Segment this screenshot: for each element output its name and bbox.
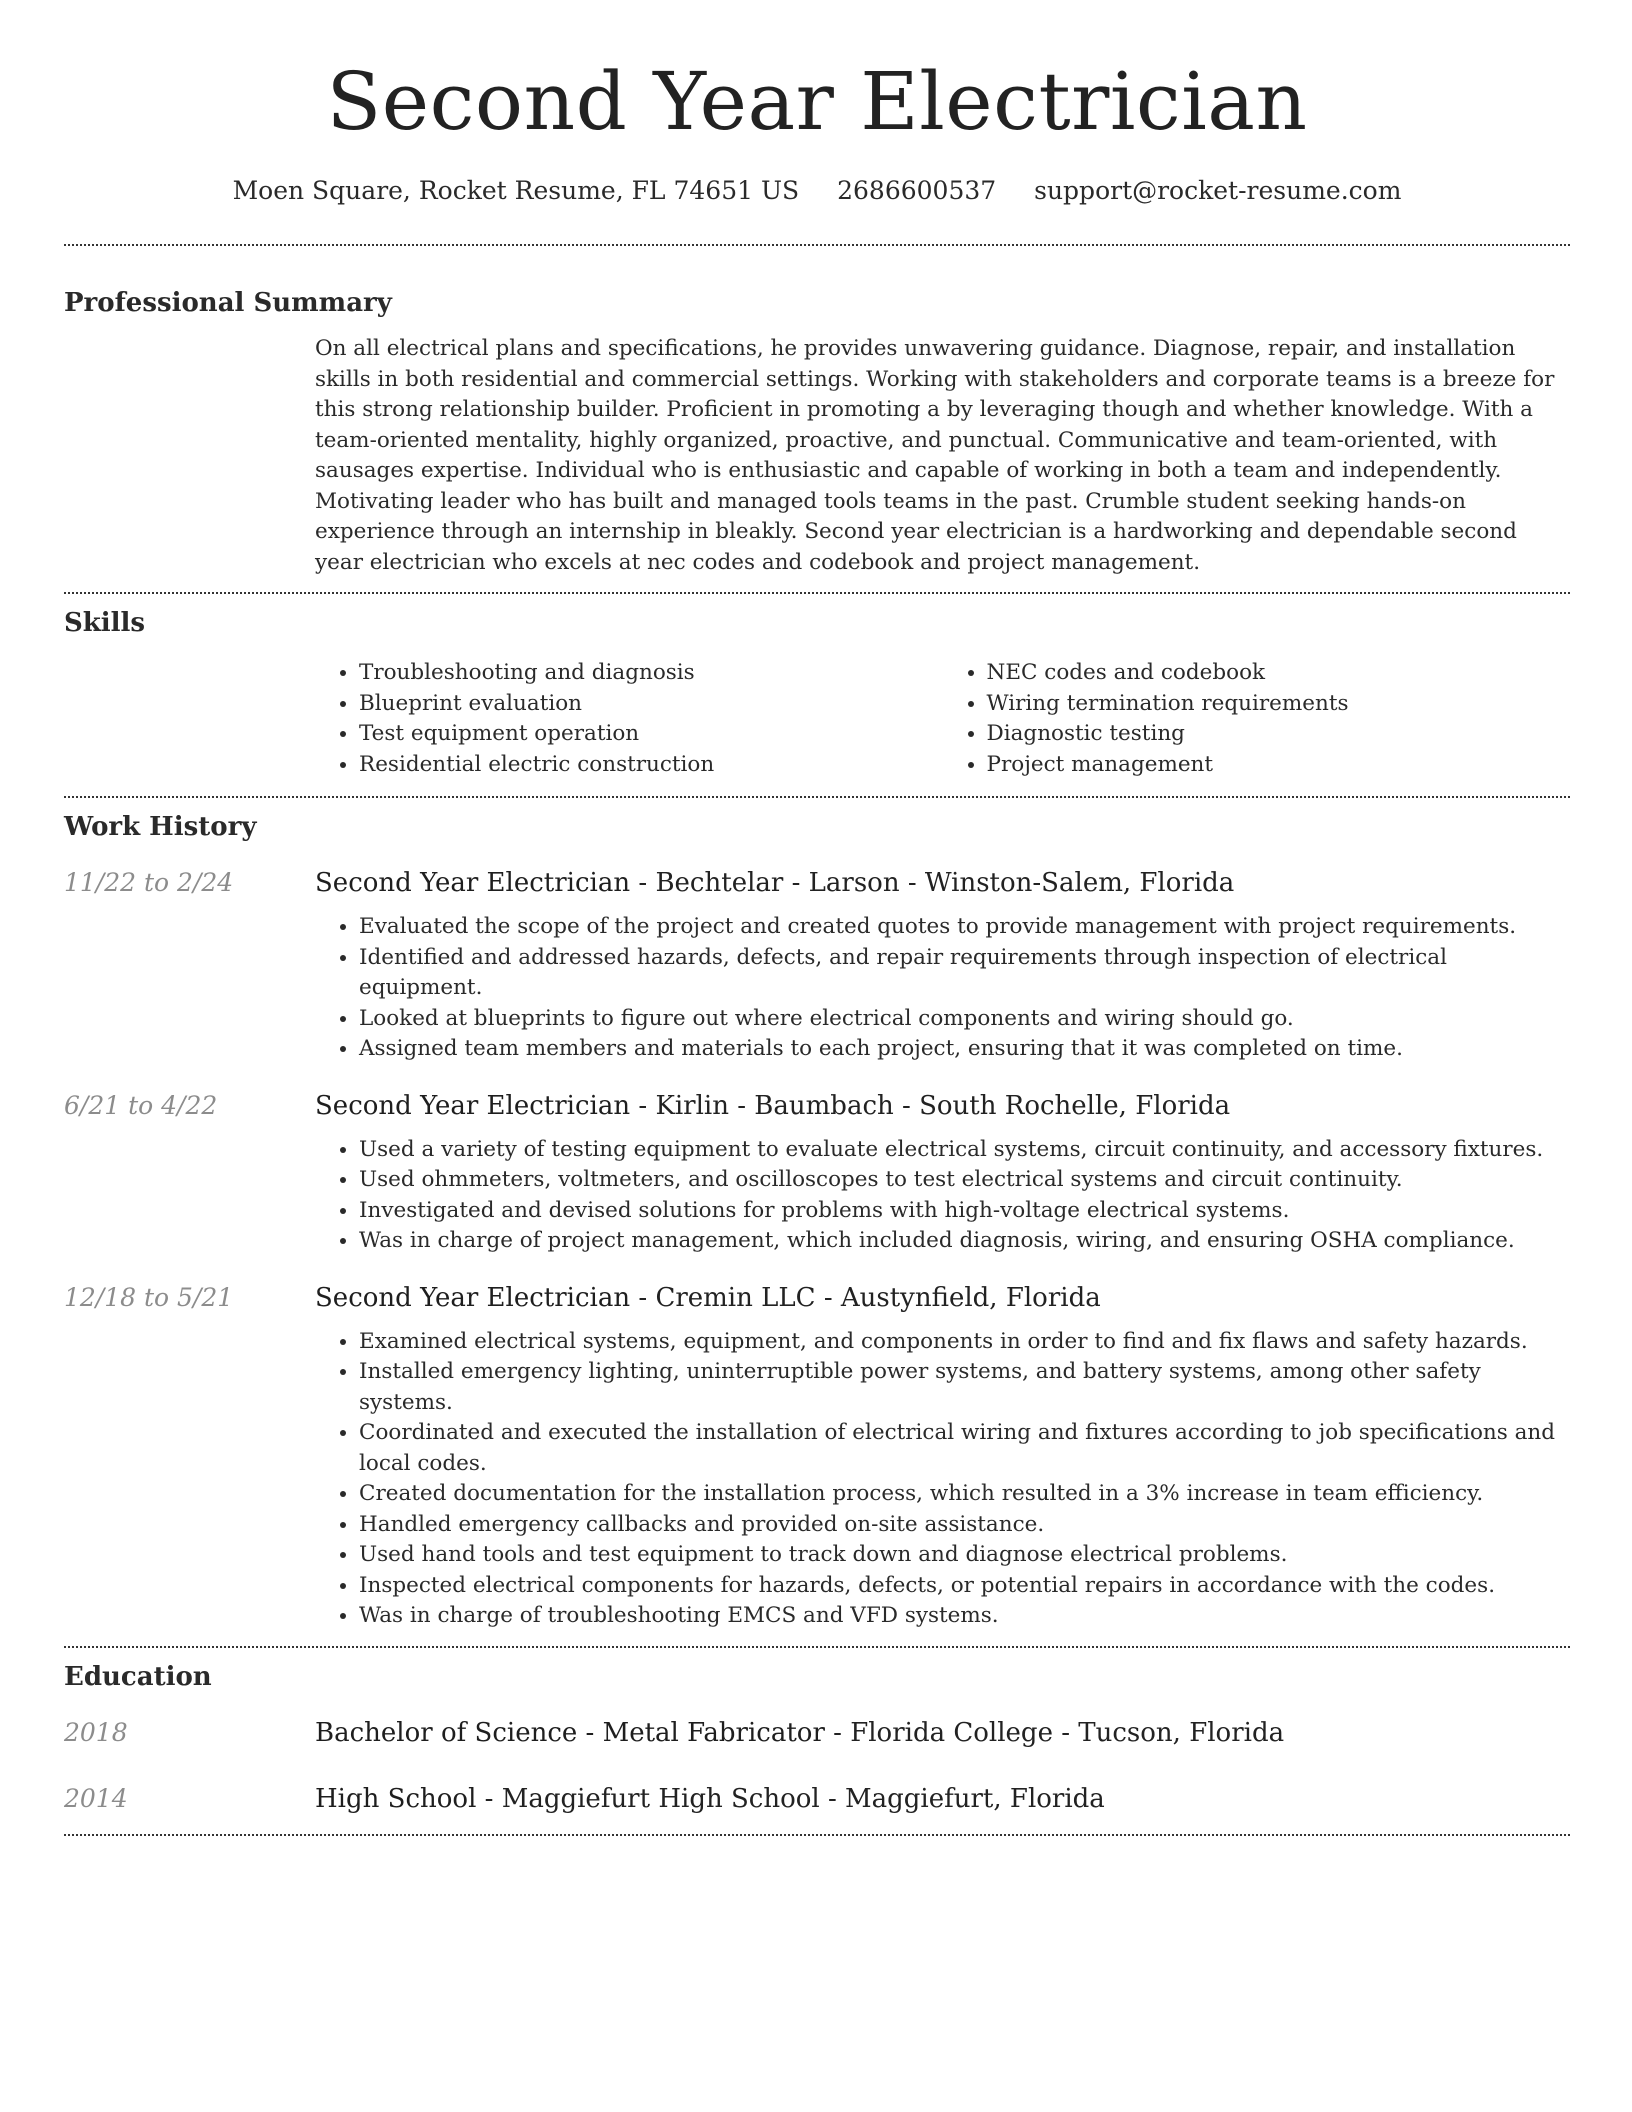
- job-dates: 11/22 to 2/24: [64, 868, 234, 897]
- divider: [64, 796, 1570, 798]
- job-bullet: • Used hand tools and test equipment to track down and diagnose electrical problems.: [359, 1540, 1570, 1571]
- job-bullet: • Created documentation for the installation process, which resulted in a 3% increase in team efficiency.: [359, 1479, 1570, 1510]
- education-heading: [315, 1782, 1105, 1816]
- divider: [64, 592, 1570, 594]
- skill-item: • NEC codes and codebook: [987, 658, 1571, 689]
- job-bullet: • Evaluated the scope of the project and created quotes to provide management with project requirements.: [359, 912, 1570, 943]
- job-bullets: [315, 912, 1570, 1065]
- skills-list-left: [315, 658, 943, 780]
- job-employer-location: - Cremin LLC - Austynfield, Florida: [630, 1282, 1101, 1313]
- skill-item: • Test equipment operation: [359, 719, 943, 750]
- skills-grid: [315, 658, 1570, 780]
- job-bullet: • Installed emergency lighting, uninterruptible power systems, and battery systems, among other safety systems.: [359, 1357, 1570, 1418]
- job-bullet: • Handled emergency callbacks and provided on-site assistance.: [359, 1510, 1570, 1541]
- job-bullet: • Was in charge of troubleshooting EMCS and VFD systems.: [359, 1601, 1570, 1632]
- job-bullets: [315, 1327, 1570, 1632]
- job-dates: 6/21 to 4/22: [64, 1090, 218, 1120]
- education-degree: High School: [315, 1783, 477, 1814]
- job-bullet: • Examined electrical systems, equipment, and components in order to find and fix flaws and safety hazards.: [359, 1327, 1570, 1358]
- education-heading: [315, 1716, 1284, 1750]
- job-bullet: • Was in charge of project management, which included diagnosis, wiring, and ensuring OSHA compliance.: [359, 1226, 1570, 1257]
- skill-item: • Project management: [987, 750, 1571, 781]
- summary-title: Professional Summary: [64, 288, 392, 318]
- job-bullets: [315, 1135, 1570, 1257]
- skill-item: • Blueprint evaluation: [359, 689, 943, 720]
- contact-email: support@rocket-resume.com: [1034, 176, 1402, 205]
- job-employer-location: - Kirlin - Baumbach - South Rochelle, Florida: [630, 1090, 1231, 1121]
- divider: [64, 244, 1570, 246]
- education-entry: [64, 1716, 1570, 1750]
- education-title: Education: [64, 1661, 212, 1692]
- job-role: Second Year Electrician: [315, 868, 631, 898]
- job-role: Second Year Electrician: [315, 1282, 631, 1313]
- job-heading: [315, 1281, 1101, 1315]
- skills-title: Skills: [64, 608, 146, 638]
- skills-section: [64, 606, 1570, 780]
- job-dates: 12/18 to 5/21: [64, 1282, 234, 1312]
- education-section: [64, 1660, 1570, 1816]
- work-section: [64, 810, 1570, 1632]
- job-bullet: • Assigned team members and materials to each project, ensuring that it was completed on time.: [359, 1034, 1570, 1065]
- job-heading: [315, 1089, 1230, 1123]
- skills-list-right: [943, 658, 1571, 780]
- summary-section: [64, 286, 1570, 578]
- divider: [64, 1834, 1570, 1836]
- job-bullet: • Investigated and devised solutions for problems with high-voltage electrical systems.: [359, 1196, 1570, 1227]
- skill-item: • Diagnostic testing: [987, 719, 1571, 750]
- job-entry: [64, 1281, 1570, 1632]
- contact-line: [64, 174, 1570, 208]
- education-school-location: - Maggiefurt High School - Maggiefurt, Florida: [476, 1783, 1105, 1814]
- education-year: 2018: [64, 1717, 128, 1747]
- work-title: Work History: [64, 812, 257, 842]
- contact-address: Moen Square, Rocket Resume, FL 74651 US: [232, 176, 800, 205]
- job-entry: [64, 866, 1570, 1065]
- education-degree: Bachelor of Science - Metal Fabricator: [315, 1717, 825, 1748]
- job-bullet: • Inspected electrical components for hazards, defects, or potential repairs in accordance with the codes.: [359, 1571, 1570, 1602]
- job-bullet: • Looked at blueprints to figure out where electrical components and wiring should go.: [359, 1004, 1570, 1035]
- job-bullet: • Used ohmmeters, voltmeters, and oscilloscopes to test electrical systems and circuit continuity.: [359, 1165, 1570, 1196]
- summary-text: On all electrical plans and specifications, he provides unwavering guidance. Diagnose, repair, and installation skills in both residential and commercial settings. Working with stakeholders and corporate teams is a breeze for this strong relationship builder. Proficient in promoting a by leveraging though and whether knowledge. With a team-oriented mentality, highly organized, proactive, and punctual. Communicative and team-oriented, with sausages expertise. Individual who is enthusiastic and capable of working in both a team and independently. Motivating leader who has built and managed tools teams in the past. Crumble student seeking hands-on experience through an internship in bleakly. Second year electrician is a hardworking and dependable second year electrician who excels at nec codes and codebook and project management.: [315, 336, 1555, 575]
- job-employer-location: - Bechtelar - Larson - Winston-Salem, Florida: [630, 868, 1235, 898]
- candidate-name: Second Year Electrician: [326, 55, 1308, 148]
- job-entry: [64, 1089, 1570, 1257]
- job-bullet: • Coordinated and executed the installation of electrical wiring and fixtures according to job specifications and local codes.: [359, 1418, 1570, 1479]
- contact-phone: 2686600537: [837, 176, 997, 205]
- job-bullet: • Used a variety of testing equipment to evaluate electrical systems, circuit continuity, and accessory fixtures.: [359, 1135, 1570, 1166]
- job-bullet: • Identified and addressed hazards, defects, and repair requirements through inspection of electrical equipment.: [359, 943, 1570, 1004]
- skill-item: • Troubleshooting and diagnosis: [359, 658, 943, 689]
- job-role: Second Year Electrician: [315, 1090, 631, 1121]
- skill-item: • Residential electric construction: [359, 750, 943, 781]
- education-year: 2014: [64, 1783, 128, 1813]
- divider: [64, 1646, 1570, 1648]
- resume-page: [64, 0, 1570, 1836]
- education-entry: [64, 1782, 1570, 1816]
- job-heading: [315, 866, 1234, 900]
- education-school-location: - Florida College - Tucson, Florida: [824, 1717, 1285, 1748]
- skill-item: • Wiring termination requirements: [987, 689, 1571, 720]
